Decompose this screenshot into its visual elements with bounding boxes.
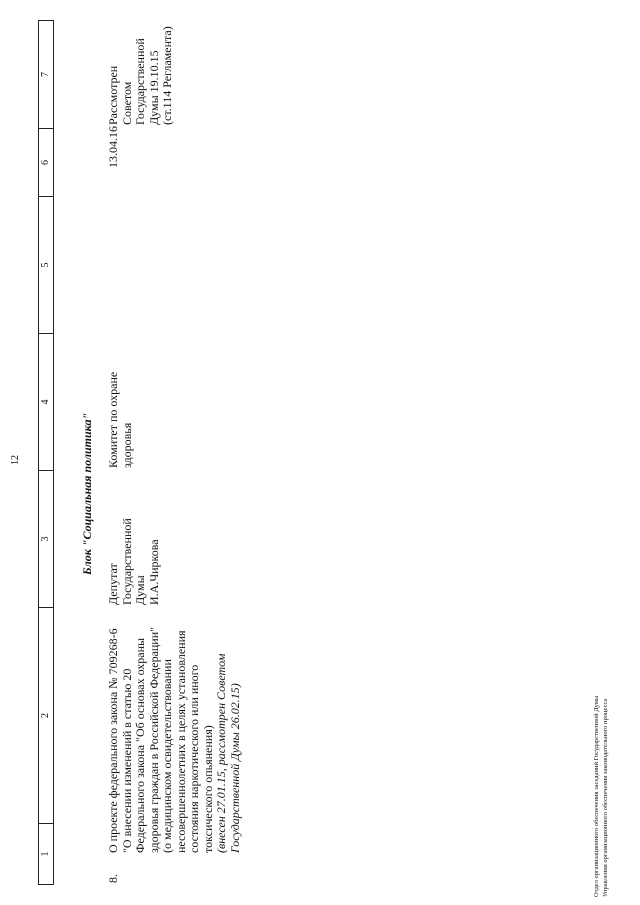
column-header-4: 4 (38, 333, 54, 470)
status: Рассмотрен Советом Государственной Думы 19.10.15 (ст.114 Регламента) (106, 26, 174, 125)
column-header-5: 5 (38, 196, 54, 333)
column-header-2: 2 (38, 607, 54, 823)
block-title: Блок "Социальная политика" (80, 412, 94, 575)
column-header-1: 1 (38, 823, 54, 885)
column-header-7: 7 (38, 20, 54, 128)
page-number: 12 (10, 455, 21, 465)
initiator: Депутат Государственной Думы И.А.Чиркова (106, 518, 161, 605)
committee: Комитет по охране здоровья (106, 371, 134, 468)
row-number: 8. (106, 874, 120, 883)
bill-description: О проекте федерального закона № 709268-6 "О внесении изменений в статью 20 Федерального закона "Об основах охраны здоровья граждан в Российской Федерации" (о медицинском освидетельствовании несовершеннолетних в целях установления состояния наркотического или иного токсического опьянения) (внесен 27.01.15, рассмотрен Советом Государственной Думы 26.02.15) (106, 626, 242, 853)
column-header-3: 3 (38, 470, 54, 607)
date: 13.04.16 (106, 126, 120, 168)
footer-line-2: Управления организационного обеспечения законодательного процесса (602, 698, 609, 897)
footer-line-1: Отдел организационного обеспечения заседаний Государственной Думы (593, 695, 600, 897)
column-header-6: 6 (38, 128, 54, 196)
